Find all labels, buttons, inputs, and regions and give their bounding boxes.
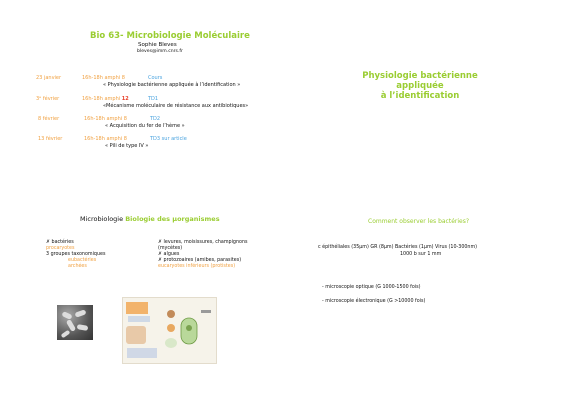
schedule-desc: « Physiologie bactérienne appliquée à l’identification »	[103, 82, 241, 88]
bacteria-micrograph	[57, 305, 93, 340]
list-item: eucaryotes inférieurs (protistes)	[158, 264, 236, 269]
schedule-type: TD3 sur article	[150, 136, 187, 142]
optical-microscopy: - microscopie optique (G 1000-1500 fois)	[322, 285, 421, 290]
author-email: bleves@imm.cnrs.fr	[137, 49, 183, 54]
eukaryote-list	[158, 240, 247, 270]
schedule-row	[36, 75, 276, 89]
schedule-room-highlight: 12	[121, 96, 129, 102]
schedule-desc: « Pili de type IV »	[105, 143, 149, 149]
schedule-time	[82, 96, 129, 102]
schedule-time-prefix: 16h-18h amphi	[82, 96, 121, 102]
bacteria-list	[46, 240, 105, 270]
schedule-date: 13 février	[38, 136, 63, 142]
course-title: Bio 63- Microbiologie Moléculaire	[90, 31, 250, 41]
list-item: ✗ levures, moisissures, champignons	[158, 240, 248, 245]
list-item: (mycètes)	[158, 246, 183, 251]
slide-title-line: appliquée	[396, 81, 444, 91]
schedule-row	[38, 136, 278, 150]
list-item: ✗ bactéries	[46, 240, 74, 245]
electron-microscopy: - microscopie électronique (G >10000 fois)	[322, 299, 426, 304]
cell-size-diagram	[122, 297, 217, 364]
list-item: ✗ algues	[158, 252, 180, 257]
slide-title-line: à l’identification	[380, 91, 460, 101]
observe-heading: Comment observer les bactéries?	[368, 218, 470, 225]
schedule-time: 16h-18h amphi 8	[84, 136, 127, 142]
size-scale-subtext: 1000 b sur 1 mm	[400, 252, 442, 257]
schedule-time: 16h-18h amphi 8	[84, 116, 127, 122]
microorganisms-label: Biologie des μorganismes	[125, 215, 220, 223]
list-item: archées	[68, 264, 87, 269]
list-item: procaryotes	[46, 246, 75, 251]
schedule-type: Cours	[148, 75, 163, 81]
cell-diagram-illustration	[123, 298, 216, 363]
microbiology-label: Microbiologie	[80, 215, 124, 223]
schedule-row	[38, 116, 278, 130]
schedule-type: TD1	[148, 96, 159, 102]
schedule-desc: « Acquisition du fer de l’hème »	[105, 123, 185, 129]
list-item: ✗ protozoaires (amibes, parasites)	[158, 258, 242, 263]
schedule-type: TD2	[150, 116, 161, 122]
slide-title-line: Physiologie bactérienne	[362, 71, 478, 81]
schedule-desc: «Mécanisme moléculaire de résistance aux antibiotiques»	[103, 103, 249, 109]
size-scale-text: c épithéliales (35μm) GR (8μm) Bactéries (1μm) Virus (10-300nm)	[318, 245, 478, 250]
slide-title	[352, 71, 488, 101]
schedule-date: 3ᵉ février	[36, 96, 60, 102]
microbiology-heading	[80, 215, 220, 223]
list-item: eubactéries	[68, 258, 97, 263]
schedule-date: 8 février	[38, 116, 60, 122]
schedule-time: 16h-18h amphi 8	[82, 75, 125, 81]
list-item: 3 groupes taxonomiques	[46, 252, 106, 257]
author-name: Sophie Bleves	[138, 42, 177, 48]
schedule-date: 23 janvier	[36, 75, 62, 81]
schedule-row	[36, 96, 296, 110]
